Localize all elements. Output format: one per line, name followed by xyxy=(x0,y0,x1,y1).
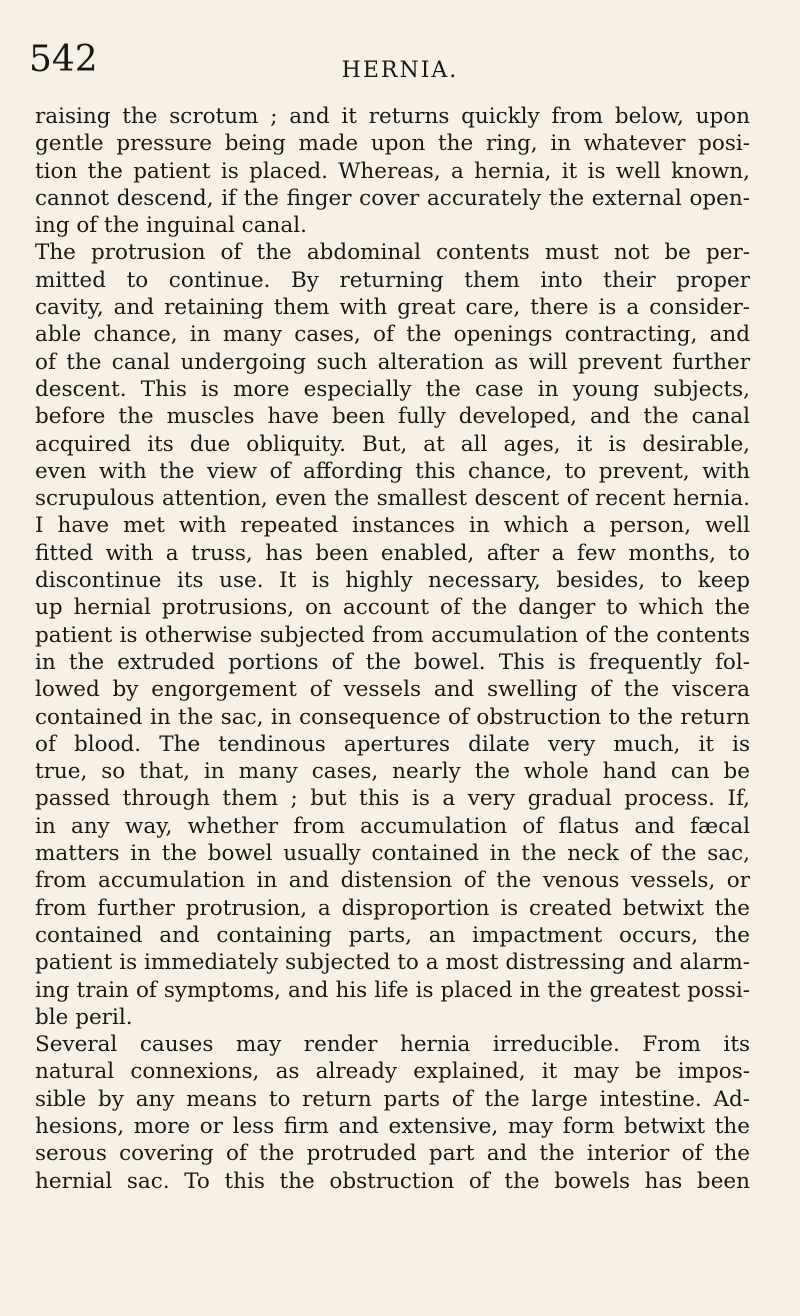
text-line: mitted to continue. By returning them into their proper xyxy=(35,267,750,293)
text-line: before the muscles have been fully developed, and the canal xyxy=(35,404,750,430)
text-line: in the extruded portions of the bowel. This is frequently fol- xyxy=(35,649,750,675)
text-line: true, so that, in many cases, nearly the whole hand can be xyxy=(35,759,750,785)
text-line: hernial sac. To this the obstruction of the bowels has been xyxy=(35,1168,750,1194)
page-number: 542 xyxy=(29,39,98,80)
text-line: of blood. The tendinous apertures dilate very much, it is xyxy=(35,731,750,757)
text-line: lowed by engorgement of vessels and swelling of the viscera xyxy=(35,677,750,703)
text-line: natural connexions, as already explained, it may be impos- xyxy=(35,1059,750,1085)
text-line: cavity, and retaining them with great care, there is a consider- xyxy=(35,295,750,321)
text-line: sible by any means to return parts of the large intestine. Ad- xyxy=(35,1086,750,1112)
text-line: matters in the bowel usually contained in the neck of the sac, xyxy=(35,841,750,867)
running-title: HERNIA. xyxy=(341,58,459,83)
text-line: contained and containing parts, an impactment occurs, the xyxy=(35,922,750,948)
text-line: ing of the inguinal canal. xyxy=(35,213,307,239)
text-line: gentle pressure being made upon the ring, in whatever posi- xyxy=(35,131,750,157)
text-line: ing train of symptoms, and his life is placed in the greatest possi- xyxy=(35,977,750,1003)
text-line: patient is otherwise subjected from accumulation of the contents xyxy=(35,622,750,648)
text-line: The protrusion of the abdominal contents must not be per- xyxy=(35,240,750,266)
text-line: passed through them ; but this is a very gradual process. If, xyxy=(35,786,750,812)
text-line: even with the view of affording this chance, to prevent, with xyxy=(35,458,750,484)
text-line: in any way, whether from accumulation of flatus and fæcal xyxy=(35,813,750,839)
text-line: I have met with repeated instances in which a person, well xyxy=(35,513,750,539)
text-line: fitted with a truss, has been enabled, after a few months, to xyxy=(35,540,750,566)
text-line: Several causes may render hernia irreducible. From its xyxy=(35,1032,750,1058)
text-line: patient is immediately subjected to a most distressing and alarm- xyxy=(35,950,750,976)
text-line: descent. This is more especially the case in young subjects, xyxy=(35,376,750,402)
text-line: serous covering of the protruded part and the interior of the xyxy=(35,1141,750,1167)
text-line: of the canal undergoing such alteration as will prevent further xyxy=(35,349,750,375)
text-line: cannot descend, if the finger cover accurately the external open- xyxy=(35,185,750,211)
text-line: able chance, in many cases, of the openings contracting, and xyxy=(35,322,750,348)
text-line: acquired its due obliquity. But, at all ages, it is desirable, xyxy=(35,431,750,457)
text-line: up hernial protrusions, on account of the danger to which the xyxy=(35,595,750,621)
text-line: from accumulation in and distension of the venous vessels, or xyxy=(35,868,750,894)
text-line: scrupulous attention, even the smallest descent of recent hernia. xyxy=(35,486,750,512)
text-line: tion the patient is placed. Whereas, a hernia, it is well known, xyxy=(35,158,750,184)
text-line: discontinue its use. It is highly necessary, besides, to keep xyxy=(35,568,750,594)
text-line: ble peril. xyxy=(35,1004,133,1030)
text-line: contained in the sac, in consequence of obstruction to the return xyxy=(35,704,750,730)
text-line: hesions, more or less firm and extensive, may form betwixt the xyxy=(35,1113,750,1139)
text-line: raising the scrotum ; and it returns quickly from below, upon xyxy=(35,104,750,129)
body-text xyxy=(35,103,750,1195)
text-line: from further protrusion, a disproportion is created betwixt the xyxy=(35,895,750,921)
